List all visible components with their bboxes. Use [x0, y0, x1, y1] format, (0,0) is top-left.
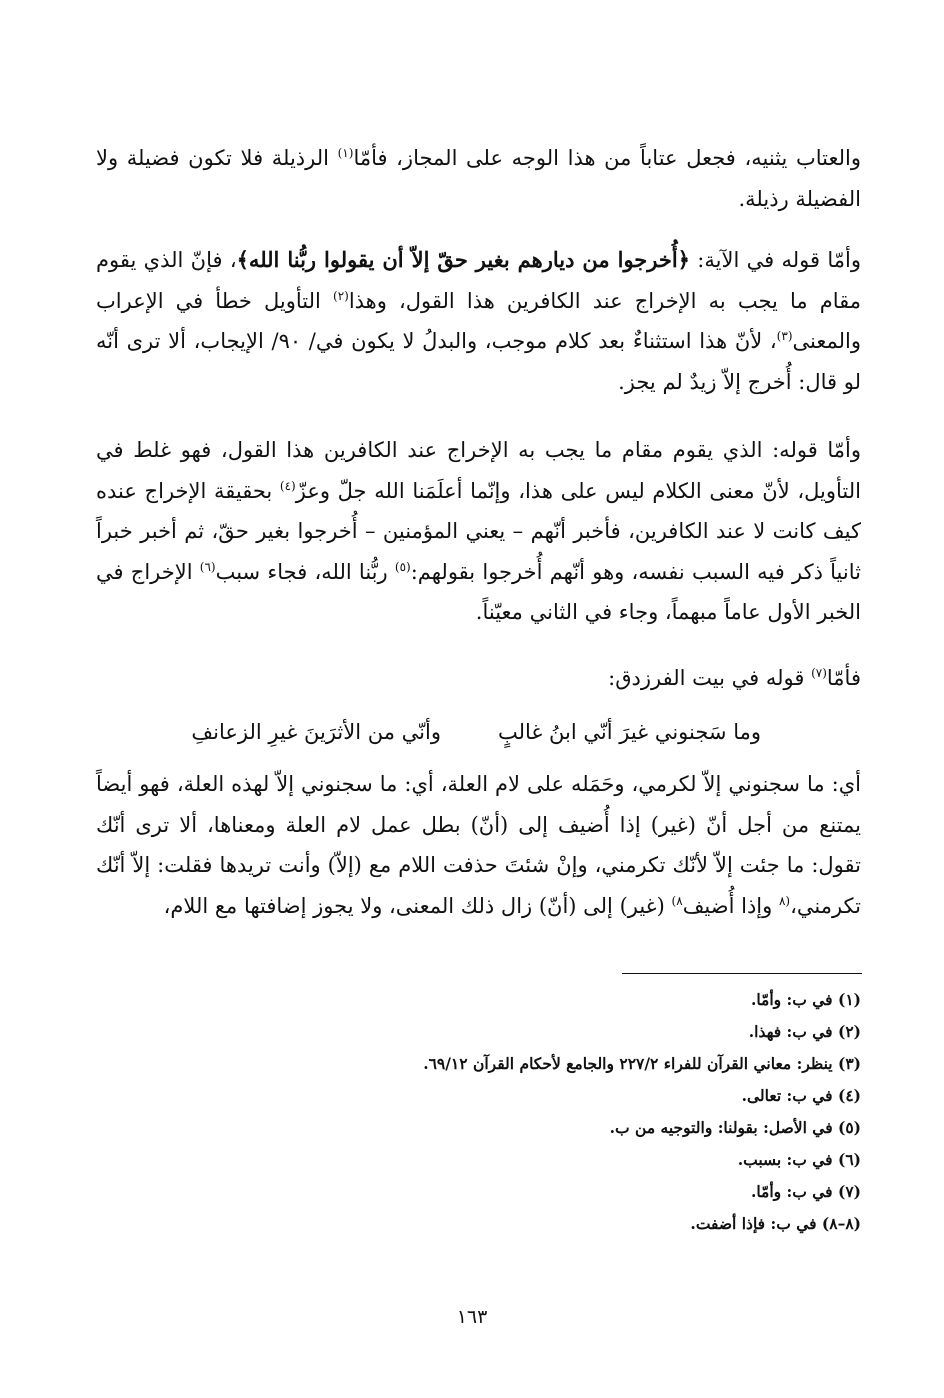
- footnote-separator: [622, 973, 862, 974]
- footnote-marker: (٦): [199, 559, 216, 574]
- footnotes-list: [96, 984, 861, 1240]
- footnote: (٧) في ب: وأمّا.: [750, 1182, 861, 1201]
- footnote-marker: ٨): [671, 893, 683, 908]
- footnote-marker: (٣): [776, 329, 793, 343]
- text-run: وأمّا قوله في الآية:: [689, 248, 861, 272]
- footnote-marker: (٥): [394, 559, 411, 574]
- text-run: الرذيلة فلا تكون فضيلة ولا الفضيلة رذيلة.: [96, 146, 861, 211]
- poetry-verse: [96, 712, 861, 752]
- text-run: والعتاب يثنيه، فجعل عتاباً من هذا الوجه على المجاز، فأمّا: [353, 146, 861, 170]
- footnote: (٣) ينظر: معاني القرآن للفراء ٢٢٧/٢ والجامع لأحكام القرآن ٦٩/١٢.: [423, 1054, 861, 1073]
- footnote-marker: (١): [337, 146, 354, 160]
- page-number: ١٦٣: [456, 1306, 488, 1328]
- quran-verse: ﴿أُخرجوا من ديارهم بغير حقّ إلاّ أن يقولوا ربُّنا الله﴾: [236, 247, 690, 272]
- paragraph-5: [96, 764, 861, 926]
- text-run: ، فإنّ الذي يقوم مقام ما يجب به الإخراج عند الكافرين هذا القول، وهذا: [96, 248, 861, 313]
- footnote: (٤) في ب: تعالى.: [741, 1086, 861, 1105]
- paragraph-1: [96, 138, 861, 219]
- footnote-marker: (٢): [333, 288, 349, 303]
- footnote: (٨–٨) في ب: فإذا أضفت.: [690, 1214, 861, 1233]
- paragraph-4: [96, 658, 861, 699]
- footnote: (٦) في ب: بسبب.: [737, 1150, 861, 1169]
- text-run: التأويل خطأ في الإعراب والمعنى: [96, 288, 861, 353]
- text-run: وإذا أُضيف: [682, 893, 779, 918]
- verse-first-hemistich: وما سَجنوني غيرَ أنّي ابنُ غالبٍ: [497, 720, 761, 744]
- text-run: فأمّا: [826, 666, 861, 690]
- footnote-marker: (٤): [279, 478, 296, 493]
- footnote-marker: (٧): [811, 666, 827, 680]
- text-run: أي: ما سجنوني إلاّ لكرمي، وحَمَله على لام العلة، أي: ما سجنوني إلاّ لهذه العلة، فهو أيضاً يمتنع من أجل أنّ (غير) إذا أُضيف إلى (أنّ) بطل عمل لام العلة ومعناها، ألا ترى أنّك تقول: ما جئت إلاّ لأنّك تكرمني، وإنْ شئتَ حذفت اللام مع (إلاّ) وأنت تريدها فقلت: إلاّ أنّك تكرمني،: [96, 772, 861, 918]
- footnote-marker: (٨: [778, 893, 791, 908]
- text-run: ربُّنا الله، فجاء سبب: [215, 559, 395, 584]
- footnote: (١) في ب: وأمّا.: [750, 990, 861, 1009]
- text-run: قوله في بيت الفرزدق:: [608, 666, 812, 690]
- paragraph-2: [96, 240, 861, 402]
- text-run: ، لأنّ هذا استثناءٌ بعد كلام موجب، والبدلُ لا يكون في/ ٩٠/ الإيجاب، ألا ترى أنّه لو قال: أُخرج إلاّ زيدٌ لم يجز.: [96, 329, 861, 394]
- text-run: (غير) إلى (أنّ) زال ذلك المعنى، ولا يجوز إضافتها مع اللام،: [163, 893, 672, 918]
- footnote: (٢) في ب: فهذا.: [748, 1022, 861, 1041]
- verse-second-hemistich: وأنّي من الأثرَينَ غيرِ الزعانفِ: [191, 720, 441, 744]
- text-run: الإخراج في الخبر الأول عاماً مبهماً، وجاء في الثاني معيّناً.: [96, 559, 861, 624]
- footnote: (٥) في الأصل: بقولنا: والتوجيه من ب.: [609, 1118, 861, 1137]
- text-run: وأمّا قوله: الذي يقوم مقام ما يجب به الإخراج عند الكافرين هذا القول، فهو غلط في التأويل، لأنّ معنى الكلام ليس على هذا، وإنّما أعلَمَنا الله جلّ وعزّ: [96, 438, 861, 503]
- text-run: بحقيقة الإخراج عنده كيف كانت لا عند الكافرين، فأخبر أنّهم – يعني المؤمنين – أُخرجوا بغير حقّ، ثم أخبر خبراً ثانياً ذكر فيه السبب نفسه، وهو أنّهم أُخرجوا بقولهم:: [96, 478, 861, 584]
- paragraph-3: [96, 430, 861, 633]
